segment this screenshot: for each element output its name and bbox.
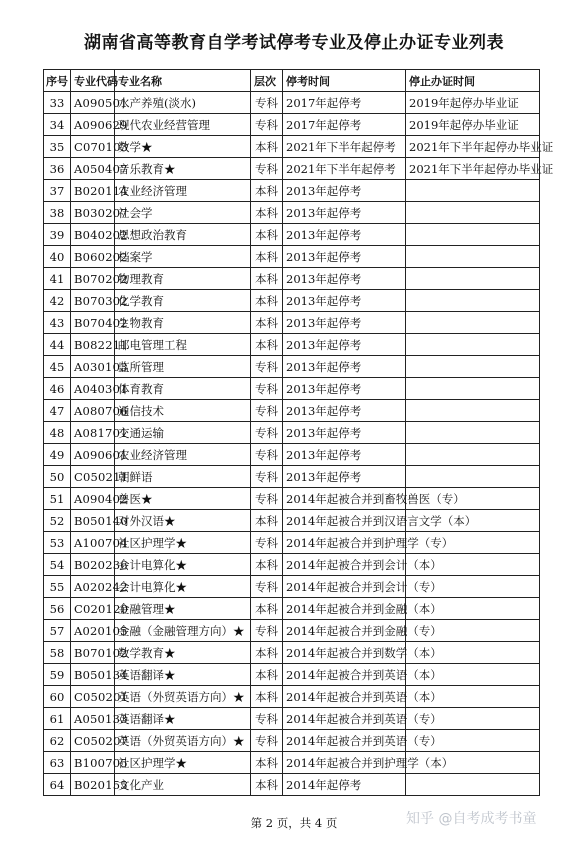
stop-exam-time: 2013年起停考 bbox=[283, 224, 406, 246]
major-name: 金融（金融管理方向）★ bbox=[115, 620, 251, 642]
header-stop-cert: 停止办证时间 bbox=[406, 70, 540, 92]
stop-cert-time bbox=[406, 268, 540, 290]
table-header-row bbox=[44, 70, 540, 92]
row-number: 64 bbox=[44, 774, 71, 796]
level: 本科 bbox=[251, 312, 283, 334]
header-stop-exam: 停考时间 bbox=[283, 70, 406, 92]
major-name: 金融管理★ bbox=[115, 598, 251, 620]
table-row bbox=[44, 334, 540, 356]
row-number: 41 bbox=[44, 268, 71, 290]
table-row bbox=[44, 92, 540, 114]
major-name: 农业经济管理 bbox=[115, 180, 251, 202]
table-row bbox=[44, 708, 540, 730]
stop-cert-time bbox=[406, 444, 540, 466]
major-code: B100705 bbox=[71, 752, 115, 774]
level: 本科 bbox=[251, 136, 283, 158]
major-name: 交通运输 bbox=[115, 422, 251, 444]
level: 专科 bbox=[251, 620, 283, 642]
table-row bbox=[44, 576, 540, 598]
stop-cert-time bbox=[406, 290, 540, 312]
page-footer: 第 2 页，共 4 页 bbox=[250, 816, 338, 830]
major-name: 档案学 bbox=[115, 246, 251, 268]
major-code: A090501 bbox=[71, 92, 115, 114]
row-number: 62 bbox=[44, 730, 71, 752]
stop-exam-time: 2013年起停考 bbox=[283, 378, 406, 400]
stop-exam-time: 2014年起被合并到金融（专） bbox=[283, 620, 406, 642]
table-row bbox=[44, 686, 540, 708]
level: 本科 bbox=[251, 642, 283, 664]
level: 专科 bbox=[251, 532, 283, 554]
stop-exam-time: 2013年起停考 bbox=[283, 202, 406, 224]
table-row bbox=[44, 136, 540, 158]
major-name: 对外汉语★ bbox=[115, 510, 251, 532]
level: 专科 bbox=[251, 444, 283, 466]
stop-exam-time: 2013年起停考 bbox=[283, 180, 406, 202]
table-row bbox=[44, 224, 540, 246]
major-name: 英语（外贸英语方向）★ bbox=[115, 686, 251, 708]
stop-exam-time: 2014年起停考 bbox=[283, 774, 406, 796]
stop-exam-time: 2013年起停考 bbox=[283, 444, 406, 466]
major-code: A050407 bbox=[71, 158, 115, 180]
major-name: 社会学 bbox=[115, 202, 251, 224]
row-number: 36 bbox=[44, 158, 71, 180]
stop-exam-time: 2013年起停考 bbox=[283, 356, 406, 378]
table-row bbox=[44, 158, 540, 180]
stop-cert-time bbox=[406, 180, 540, 202]
table-row bbox=[44, 488, 540, 510]
table-row bbox=[44, 510, 540, 532]
stop-exam-time: 2013年起停考 bbox=[283, 246, 406, 268]
level: 本科 bbox=[251, 554, 283, 576]
major-name: 英语翻译★ bbox=[115, 664, 251, 686]
level: 专科 bbox=[251, 708, 283, 730]
row-number: 40 bbox=[44, 246, 71, 268]
level: 本科 bbox=[251, 224, 283, 246]
stop-exam-time: 2014年起被合并到英语（专） bbox=[283, 730, 406, 752]
level: 专科 bbox=[251, 466, 283, 488]
header-code: 专业代码 bbox=[71, 70, 115, 92]
row-number: 60 bbox=[44, 686, 71, 708]
major-name: 社区护理学★ bbox=[115, 752, 251, 774]
major-code: A030103 bbox=[71, 356, 115, 378]
stop-exam-time: 2014年起被合并到英语（专） bbox=[283, 708, 406, 730]
stop-cert-time bbox=[406, 466, 540, 488]
major-code: C050201 bbox=[71, 686, 115, 708]
major-name: 水产养殖(淡水) bbox=[115, 92, 251, 114]
major-code: B020236 bbox=[71, 554, 115, 576]
table-row bbox=[44, 532, 540, 554]
major-code: B040202 bbox=[71, 224, 115, 246]
major-name: 化学教育 bbox=[115, 290, 251, 312]
major-code: C050207 bbox=[71, 730, 115, 752]
level: 本科 bbox=[251, 752, 283, 774]
stop-cert-time: 2021年下半年起停办毕业证 bbox=[406, 158, 540, 180]
stop-exam-time: 2014年起被合并到护理学（本） bbox=[283, 752, 406, 774]
row-number: 53 bbox=[44, 532, 71, 554]
major-name: 体育教育 bbox=[115, 378, 251, 400]
row-number: 47 bbox=[44, 400, 71, 422]
level: 专科 bbox=[251, 730, 283, 752]
level: 本科 bbox=[251, 334, 283, 356]
level: 本科 bbox=[251, 180, 283, 202]
row-number: 52 bbox=[44, 510, 71, 532]
table-row bbox=[44, 114, 540, 136]
major-name: 文化产业 bbox=[115, 774, 251, 796]
level: 本科 bbox=[251, 598, 283, 620]
level: 专科 bbox=[251, 378, 283, 400]
major-code: C070103 bbox=[71, 136, 115, 158]
stop-cert-time bbox=[406, 224, 540, 246]
stop-exam-time: 2014年起被合并到护理学（专） bbox=[283, 532, 406, 554]
stop-exam-time: 2021年下半年起停考 bbox=[283, 136, 406, 158]
major-code: A090601 bbox=[71, 444, 115, 466]
major-code: B060202 bbox=[71, 246, 115, 268]
stop-cert-time bbox=[406, 202, 540, 224]
major-code: C050211 bbox=[71, 466, 115, 488]
row-number: 38 bbox=[44, 202, 71, 224]
major-name: 会计电算化★ bbox=[115, 576, 251, 598]
stop-exam-time: 2013年起停考 bbox=[283, 422, 406, 444]
table-row bbox=[44, 620, 540, 642]
stop-cert-time bbox=[406, 356, 540, 378]
stop-exam-time: 2014年起被合并到英语（本） bbox=[283, 686, 406, 708]
major-name: 兽医★ bbox=[115, 488, 251, 510]
major-code: A090629 bbox=[71, 114, 115, 136]
level: 专科 bbox=[251, 488, 283, 510]
row-number: 49 bbox=[44, 444, 71, 466]
level: 本科 bbox=[251, 290, 283, 312]
stop-cert-time bbox=[406, 312, 540, 334]
table-row bbox=[44, 378, 540, 400]
major-code: A100704 bbox=[71, 532, 115, 554]
level: 专科 bbox=[251, 114, 283, 136]
major-code: B020155 bbox=[71, 774, 115, 796]
row-number: 42 bbox=[44, 290, 71, 312]
major-name: 数学教育★ bbox=[115, 642, 251, 664]
row-number: 43 bbox=[44, 312, 71, 334]
stop-cert-time bbox=[406, 378, 540, 400]
stop-cert-time bbox=[406, 422, 540, 444]
row-number: 33 bbox=[44, 92, 71, 114]
table-row bbox=[44, 356, 540, 378]
row-number: 61 bbox=[44, 708, 71, 730]
stop-cert-time bbox=[406, 334, 540, 356]
major-code: A081701 bbox=[71, 422, 115, 444]
major-name: 现代农业经营管理 bbox=[115, 114, 251, 136]
row-number: 57 bbox=[44, 620, 71, 642]
row-number: 45 bbox=[44, 356, 71, 378]
row-number: 55 bbox=[44, 576, 71, 598]
row-number: 51 bbox=[44, 488, 71, 510]
major-code: A020105 bbox=[71, 620, 115, 642]
stop-exam-time: 2014年起被合并到数学（本） bbox=[283, 642, 406, 664]
level: 专科 bbox=[251, 422, 283, 444]
row-number: 39 bbox=[44, 224, 71, 246]
table-row bbox=[44, 598, 540, 620]
major-code: B030207 bbox=[71, 202, 115, 224]
table-row bbox=[44, 774, 540, 796]
header-name: 专业名称 bbox=[115, 70, 251, 92]
stop-exam-time: 2013年起停考 bbox=[283, 312, 406, 334]
major-name: 思想政治教育 bbox=[115, 224, 251, 246]
major-code: A080706 bbox=[71, 400, 115, 422]
row-number: 34 bbox=[44, 114, 71, 136]
level: 本科 bbox=[251, 202, 283, 224]
watermark: 知乎 @自考成考书童 bbox=[406, 811, 537, 827]
stop-exam-time: 2014年起被合并到金融（本） bbox=[283, 598, 406, 620]
level: 本科 bbox=[251, 664, 283, 686]
stop-exam-time: 2013年起停考 bbox=[283, 334, 406, 356]
major-code: A040301 bbox=[71, 378, 115, 400]
major-code: A020242 bbox=[71, 576, 115, 598]
major-name: 农业经济管理 bbox=[115, 444, 251, 466]
major-name: 物理教育 bbox=[115, 268, 251, 290]
level: 本科 bbox=[251, 246, 283, 268]
major-code: A050133 bbox=[71, 708, 115, 730]
row-number: 58 bbox=[44, 642, 71, 664]
stop-exam-time: 2014年起被合并到英语（本） bbox=[283, 664, 406, 686]
stop-exam-time: 2013年起停考 bbox=[283, 400, 406, 422]
level: 专科 bbox=[251, 576, 283, 598]
stop-cert-time: 2021年下半年起停办毕业证 bbox=[406, 136, 540, 158]
major-name: 朝鲜语 bbox=[115, 466, 251, 488]
table-row bbox=[44, 752, 540, 774]
table-row bbox=[44, 664, 540, 686]
major-code: B070302 bbox=[71, 290, 115, 312]
stop-cert-time bbox=[406, 774, 540, 796]
major-name: 邮电管理工程 bbox=[115, 334, 251, 356]
major-name: 社区护理学★ bbox=[115, 532, 251, 554]
table-row bbox=[44, 312, 540, 334]
row-number: 46 bbox=[44, 378, 71, 400]
table-row bbox=[44, 730, 540, 752]
table-row bbox=[44, 422, 540, 444]
major-name: 监所管理 bbox=[115, 356, 251, 378]
table-row bbox=[44, 466, 540, 488]
row-number: 50 bbox=[44, 466, 71, 488]
stop-exam-time: 2013年起停考 bbox=[283, 290, 406, 312]
page-title: 湖南省高等教育自学考试停考专业及停止办证专业列表 bbox=[84, 33, 504, 53]
stop-exam-time: 2013年起停考 bbox=[283, 466, 406, 488]
stop-cert-time: 2019年起停办毕业证 bbox=[406, 114, 540, 136]
major-code: C020120 bbox=[71, 598, 115, 620]
row-number: 37 bbox=[44, 180, 71, 202]
row-number: 59 bbox=[44, 664, 71, 686]
table-row bbox=[44, 180, 540, 202]
major-code: B070402 bbox=[71, 312, 115, 334]
level: 专科 bbox=[251, 92, 283, 114]
majors-table bbox=[43, 69, 554, 796]
stop-cert-time bbox=[406, 400, 540, 422]
header-level: 层次 bbox=[251, 70, 283, 92]
row-number: 48 bbox=[44, 422, 71, 444]
row-number: 54 bbox=[44, 554, 71, 576]
major-code: B070202 bbox=[71, 268, 115, 290]
row-number: 63 bbox=[44, 752, 71, 774]
table-row bbox=[44, 400, 540, 422]
table-row bbox=[44, 554, 540, 576]
level: 本科 bbox=[251, 774, 283, 796]
level: 本科 bbox=[251, 686, 283, 708]
major-code: B082211 bbox=[71, 334, 115, 356]
major-name: 音乐教育★ bbox=[115, 158, 251, 180]
level: 专科 bbox=[251, 356, 283, 378]
major-name: 生物教育 bbox=[115, 312, 251, 334]
stop-exam-time: 2014年起被合并到汉语言文学（本） bbox=[283, 510, 406, 532]
stop-exam-time: 2014年起被合并到会计（本） bbox=[283, 554, 406, 576]
table-row bbox=[44, 246, 540, 268]
level: 本科 bbox=[251, 268, 283, 290]
major-name: 通信技术 bbox=[115, 400, 251, 422]
row-number: 44 bbox=[44, 334, 71, 356]
stop-exam-time: 2017年起停考 bbox=[283, 92, 406, 114]
stop-exam-time: 2014年起被合并到会计（专） bbox=[283, 576, 406, 598]
table-body bbox=[44, 92, 554, 796]
major-code: B050140 bbox=[71, 510, 115, 532]
table-row bbox=[44, 444, 540, 466]
stop-cert-time: 2019年起停办毕业证 bbox=[406, 92, 540, 114]
level: 专科 bbox=[251, 158, 283, 180]
stop-exam-time: 2013年起停考 bbox=[283, 268, 406, 290]
major-code: A090402 bbox=[71, 488, 115, 510]
stop-exam-time: 2014年起被合并到畜牧兽医（专） bbox=[283, 488, 406, 510]
row-number: 35 bbox=[44, 136, 71, 158]
major-name: 英语（外贸英语方向）★ bbox=[115, 730, 251, 752]
major-code: B020114 bbox=[71, 180, 115, 202]
stop-exam-time: 2021年下半年起停考 bbox=[283, 158, 406, 180]
major-code: B070102 bbox=[71, 642, 115, 664]
major-name: 数学★ bbox=[115, 136, 251, 158]
stop-cert-time bbox=[406, 246, 540, 268]
table-row bbox=[44, 202, 540, 224]
major-name: 会计电算化★ bbox=[115, 554, 251, 576]
row-number: 56 bbox=[44, 598, 71, 620]
table-row bbox=[44, 268, 540, 290]
stop-exam-time: 2017年起停考 bbox=[283, 114, 406, 136]
header-no: 序号 bbox=[44, 70, 71, 92]
table-row bbox=[44, 290, 540, 312]
major-code: B050134 bbox=[71, 664, 115, 686]
table-row bbox=[44, 642, 540, 664]
level: 本科 bbox=[251, 510, 283, 532]
major-name: 英语翻译★ bbox=[115, 708, 251, 730]
level: 专科 bbox=[251, 400, 283, 422]
